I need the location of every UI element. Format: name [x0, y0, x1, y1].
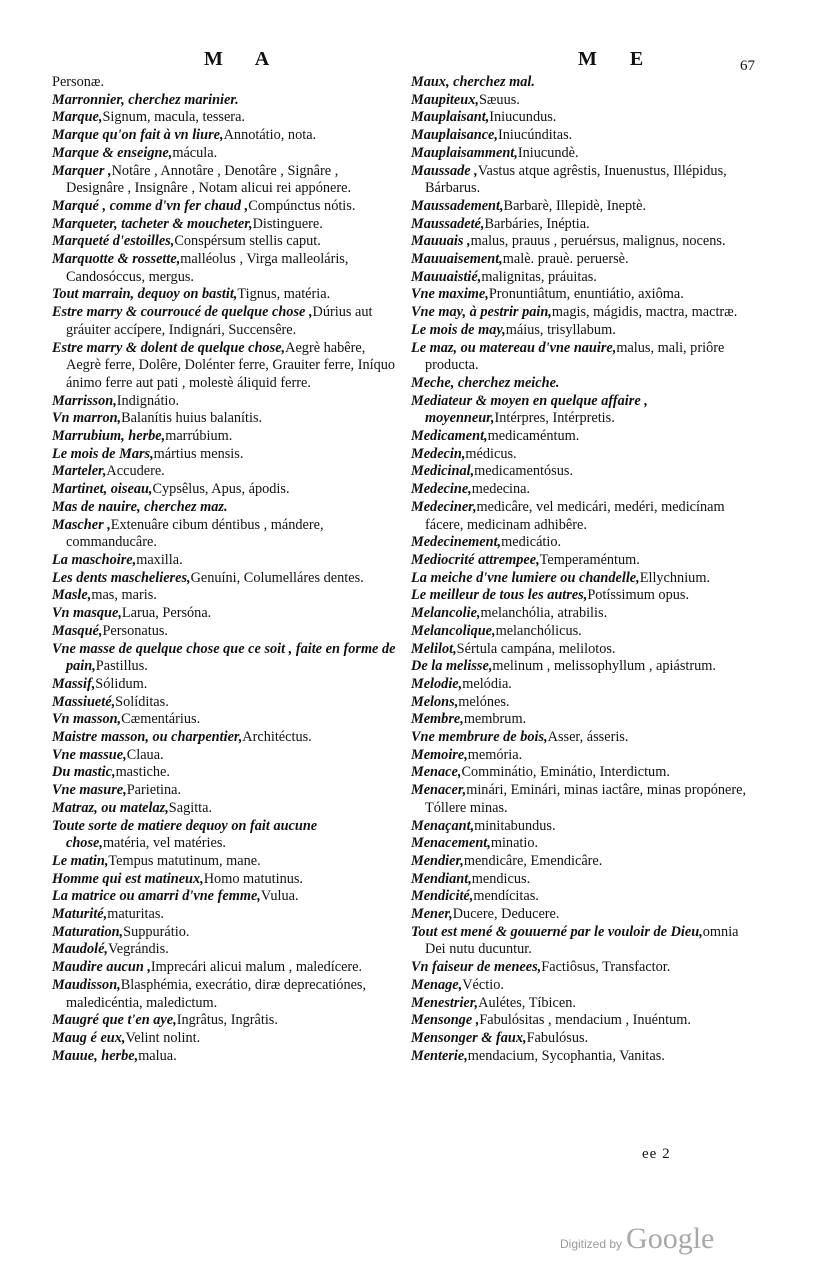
dictionary-entry — [411, 587, 751, 605]
entry-headword: Mensonge , — [411, 1012, 480, 1029]
entry-definition: Velint nolint. — [125, 1029, 201, 1046]
entry-headword: Marquotte & rossette, — [52, 251, 181, 268]
dictionary-entry — [52, 481, 398, 499]
dictionary-entry — [411, 269, 751, 287]
dictionary-entry — [52, 145, 398, 163]
entry-definition: maxilla. — [136, 551, 183, 568]
entry-definition: Fabulósitas , mendacium , Inuéntum. — [479, 1012, 691, 1029]
entry-definition: Signum, macula, tessera. — [102, 109, 245, 126]
entry-headword: Masle, — [52, 587, 92, 604]
entry-headword: Maistre masson, ou charpentier, — [52, 729, 243, 746]
entry-headword: Maturité, — [52, 906, 108, 923]
entry-definition: Potíssimum opus. — [587, 587, 690, 604]
entry-definition: mendicus. — [471, 870, 531, 887]
entry-headword: Membre, — [411, 711, 464, 728]
left-column — [52, 74, 398, 1065]
dictionary-entry — [411, 216, 751, 234]
dictionary-entry — [52, 499, 398, 517]
dictionary-entry — [52, 233, 398, 251]
dictionary-entry — [411, 853, 751, 871]
entry-headword: Marquer , — [52, 162, 112, 179]
running-head-left: M A — [204, 48, 284, 70]
page-number: 67 — [740, 58, 755, 74]
entry-headword: Melancolique, — [411, 622, 496, 639]
dictionary-entry — [52, 853, 398, 871]
entry-definition: mácula. — [172, 144, 218, 161]
entry-definition: Claua. — [126, 746, 164, 763]
dictionary-entry — [411, 995, 751, 1013]
entry-headword: Melilot, — [411, 640, 457, 657]
entry-headword: Maussade , — [411, 162, 478, 179]
right-column — [411, 74, 751, 1065]
entry-headword: Menaçant, — [411, 817, 475, 834]
entry-headword: Marrubium, herbe, — [52, 428, 166, 445]
entry-headword: Vne masure, — [52, 782, 127, 799]
entry-definition: Barbáries, Inéptia. — [484, 215, 590, 232]
entry-definition: malus, mali, priôre producta. — [425, 339, 725, 374]
dictionary-entry — [52, 1048, 398, 1066]
google-logo: Google — [626, 1222, 715, 1255]
dictionary-entry — [411, 658, 751, 676]
entry-definition: Larua, Persóna. — [121, 605, 212, 622]
entry-definition: malléolus , Virga malleoláris, Candosóccus, mergus. — [66, 251, 349, 285]
dictionary-entry — [411, 835, 751, 853]
dictionary-entry — [52, 747, 398, 765]
entry-headword: Maudire aucun , — [52, 959, 151, 976]
dictionary-entry — [411, 393, 751, 428]
entry-headword: Vne masse de quelque chose que ce soit , faite en forme de pain, — [52, 640, 396, 675]
entry-definition: Distinguere. — [252, 215, 323, 232]
entry-definition: máius, trisyllabum. — [505, 321, 616, 338]
dictionary-entry — [52, 517, 398, 552]
dictionary-entry — [52, 1030, 398, 1048]
dictionary-entry — [411, 623, 751, 641]
entry-definition: Vastus atque agrêstis, Inuenustus, Illépidus, Bárbarus. — [425, 162, 727, 197]
dictionary-entry — [411, 1030, 751, 1048]
dictionary-entry — [411, 163, 751, 198]
dictionary-entry — [52, 1012, 398, 1030]
dictionary-entry — [52, 605, 398, 623]
entry-headword: Estre marry & dolent de quelque chose, — [52, 339, 286, 356]
entry-headword: Medecine, — [411, 481, 472, 498]
entry-definition: omnia Dei nutu ducuntur. — [425, 923, 739, 958]
entry-definition: mas, maris. — [91, 587, 157, 604]
entry-headword: Martinet, oiseau, — [52, 481, 153, 498]
entry-definition: Ducere, Deducere. — [452, 906, 560, 923]
entry-headword: Medicament, — [411, 428, 488, 445]
entry-definition: Blasphémia, execrátio, diræ deprecatiónes, maledicéntia, maledictum. — [66, 976, 367, 1011]
entry-headword: Medicinal, — [411, 463, 475, 480]
entry-definition: malua. — [138, 1047, 177, 1064]
entry-definition: mendacium, Sycophantia, Vanitas. — [467, 1047, 665, 1064]
entry-headword: Mauuaisement, — [411, 251, 503, 268]
digitized-watermark — [560, 1222, 714, 1256]
entry-headword: La maschoire, — [52, 551, 137, 568]
dictionary-entry — [52, 906, 398, 924]
dictionary-entry — [52, 163, 398, 198]
dictionary-entry — [411, 463, 751, 481]
entry-headword: Maupiteux, — [411, 91, 479, 108]
entry-headword: Marteler, — [52, 463, 107, 480]
dictionary-entry — [52, 216, 398, 234]
running-head-right: M E — [578, 48, 658, 70]
entry-definition: Extenuâre cibum déntibus , mándere, commanducâre. — [66, 516, 324, 551]
entry-definition: Parietina. — [126, 782, 182, 799]
dictionary-entry — [52, 428, 398, 446]
entry-definition: Sæuus. — [478, 91, 520, 108]
entry-headword: Mauuais , — [411, 233, 471, 250]
entry-definition: Balanítis huius balanítis. — [121, 410, 263, 427]
entry-definition: Iniucúnditas. — [497, 127, 573, 144]
dictionary-entry — [411, 534, 751, 552]
entry-definition: mártius mensis. — [153, 445, 244, 462]
dictionary-entry — [52, 818, 398, 853]
entry-headword: Marque, — [52, 109, 103, 126]
dictionary-entry — [52, 340, 398, 393]
dictionary-entry — [411, 233, 751, 251]
dictionary-entry — [52, 552, 398, 570]
dictionary-entry — [52, 694, 398, 712]
entry-definition: minári, Eminári, minas iactâre, minas propónere, Tóllere minas. — [425, 782, 747, 816]
dictionary-entry — [52, 977, 398, 1012]
dictionary-entry — [52, 74, 398, 92]
dictionary-entry — [411, 127, 751, 145]
entry-definition: melinum , melissophyllum , apiástrum. — [492, 658, 716, 675]
entry-headword: Medecin, — [411, 445, 466, 462]
entry-headword: Mendicité, — [411, 888, 474, 905]
dictionary-entry — [52, 286, 398, 304]
dictionary-entry — [411, 198, 751, 216]
dictionary-entry — [52, 92, 398, 110]
entry-headword: Mensonger & faux, — [411, 1029, 527, 1046]
entry-definition: mendícitas. — [473, 888, 539, 905]
dictionary-entry — [411, 109, 751, 127]
entry-headword: Maux, cherchez mal. — [411, 74, 535, 90]
entry-definition: Compúnctus nótis. — [248, 197, 356, 214]
dictionary-entry — [411, 552, 751, 570]
entry-headword: Marronnier, cherchez marinier. — [52, 91, 239, 108]
dictionary-entry — [411, 747, 751, 765]
entry-headword: Menage, — [411, 976, 463, 993]
entry-headword: Menacement, — [411, 835, 491, 852]
entry-definition: marrúbium. — [165, 428, 233, 445]
entry-definition: Annotátio, nota. — [223, 127, 317, 144]
entry-definition: mastiche. — [115, 764, 170, 781]
entry-headword: Mener, — [411, 906, 453, 923]
entry-definition: magis, mágidis, mactra, mactræ. — [551, 304, 738, 321]
entry-headword: Menestrier, — [411, 994, 479, 1011]
entry-definition: Aegrè habêre, Aegrè ferre, Dolêre, Dolénter ferre, Grauiter ferre, Iníquo ánimo ferre aut pati , molestè áliquid ferre. — [66, 339, 396, 391]
entry-definition: Solíditas. — [115, 693, 169, 710]
entry-definition: Véctio. — [462, 976, 504, 993]
entry-headword: Maudolé, — [52, 941, 109, 958]
dictionary-entry — [411, 924, 751, 959]
entry-definition: Homo matutinus. — [203, 870, 304, 887]
dictionary-entry — [52, 800, 398, 818]
entry-headword: Marrisson, — [52, 392, 117, 409]
entry-definition: matéria, vel matéries. — [102, 835, 226, 852]
dictionary-entry — [411, 782, 751, 817]
entry-definition: malus, prauus , peruérsus, malignus, nocens. — [470, 233, 726, 250]
entry-definition: Pastillus. — [95, 658, 148, 675]
dictionary-entry — [52, 641, 398, 676]
entry-headword: Maussadeté, — [411, 215, 485, 232]
entry-definition: Vegrándis. — [108, 941, 169, 958]
watermark-text: Digitized by — [560, 1237, 623, 1251]
entry-headword: Melancolie, — [411, 605, 481, 622]
entry-headword: Menace, — [411, 764, 462, 781]
dictionary-entry — [411, 641, 751, 659]
dictionary-entry — [52, 198, 398, 216]
entry-headword: Mas de nauire, cherchez maz. — [52, 498, 228, 515]
entry-headword: Vn faiseur de menees, — [411, 959, 542, 976]
entry-headword: Mauuaistié, — [411, 268, 482, 285]
dictionary-entry — [411, 304, 751, 322]
entry-definition: Accudere. — [106, 463, 165, 480]
entry-definition: Sólidum. — [95, 675, 148, 692]
dictionary-entry — [52, 924, 398, 942]
dictionary-entry — [411, 322, 751, 340]
dictionary-entry — [52, 941, 398, 959]
entry-definition: Pronuntiâtum, enuntiátio, axiôma. — [488, 286, 684, 303]
entry-definition: mendicâre, Emendicâre. — [463, 852, 603, 869]
dictionary-entry — [411, 729, 751, 747]
dictionary-entry — [411, 711, 751, 729]
entry-definition: Notâre , Annotâre , Denotâre , Signâre , Designâre , Insignâre , Notam alicui rei appónere. — [66, 162, 352, 197]
entry-headword: Tout marrain, dequoy on bastit, — [52, 286, 238, 303]
entry-definition: minatio. — [490, 835, 539, 852]
entry-headword: La matrice ou amarri d'vne femme, — [52, 888, 261, 905]
dictionary-entry — [52, 587, 398, 605]
dictionary-entry — [411, 605, 751, 623]
entry-definition: membrum. — [463, 711, 527, 728]
entry-definition: Personatus. — [102, 622, 168, 639]
dictionary-entry — [52, 623, 398, 641]
dictionary-entry — [411, 959, 751, 977]
dictionary-entry — [411, 251, 751, 269]
entry-headword: Vn marron, — [52, 410, 122, 427]
entry-definition: Tignus, matéria. — [237, 286, 331, 303]
entry-headword: Medecinement, — [411, 534, 502, 551]
dictionary-entry — [411, 286, 751, 304]
entry-definition: malè. prauè. peruersè. — [502, 251, 629, 268]
entry-headword: Mauplaisamment, — [411, 144, 518, 161]
entry-headword: Maug é eux, — [52, 1029, 126, 1046]
dictionary-entry — [52, 410, 398, 428]
dictionary-entry — [52, 871, 398, 889]
entry-headword: Mauue, herbe, — [52, 1047, 139, 1064]
entry-headword: Mediocrité attrempee, — [411, 551, 540, 568]
entry-definition: Architéctus. — [242, 729, 312, 746]
entry-definition: Tempus matutinum, mane. — [108, 852, 261, 869]
dictionary-entry — [52, 109, 398, 127]
entry-definition: médicus. — [465, 445, 517, 462]
dictionary-entry — [52, 127, 398, 145]
entry-headword: Le mois de Mars, — [52, 445, 154, 462]
entry-headword: Vne maxime, — [411, 286, 489, 303]
entry-definition: medicâre, vel medicári, medéri, medicínam fácere, medicinam adhibêre. — [425, 498, 725, 533]
entry-headword: Menterie, — [411, 1047, 468, 1064]
dictionary-entry — [52, 959, 398, 977]
entry-headword: Massif, — [52, 675, 96, 692]
entry-headword: Marque & enseigne, — [52, 144, 173, 161]
entry-headword: Massiueté, — [52, 693, 116, 710]
entry-definition: Intérpres, Intérpretis. — [494, 410, 615, 427]
entry-headword: Estre marry & courroucé de quelque chose , — [52, 304, 313, 321]
dictionary-entry — [411, 375, 751, 393]
dictionary-entry — [411, 145, 751, 163]
entry-definition: Personæ. — [52, 74, 105, 90]
dictionary-entry — [52, 304, 398, 339]
entry-definition: medicamentósus. — [474, 463, 574, 480]
dictionary-entry — [52, 463, 398, 481]
entry-headword: Vn masson, — [52, 711, 122, 728]
entry-headword: Le maz, ou matereau d'vne nauire, — [411, 339, 617, 356]
dictionary-entry — [411, 340, 751, 375]
entry-headword: Maugré que t'en aye, — [52, 1012, 177, 1029]
entry-definition: Sagitta. — [168, 799, 213, 816]
entry-headword: Mendier, — [411, 852, 464, 869]
entry-headword: Melons, — [411, 693, 459, 710]
entry-headword: Mauplaisance, — [411, 127, 498, 144]
entry-headword: Marqueter, tacheter & moucheter, — [52, 215, 253, 232]
entry-headword: La meiche d'vne lumiere ou chandelle, — [411, 569, 640, 586]
dictionary-entry — [411, 446, 751, 464]
entry-definition: Genuíni, Columelláres dentes. — [190, 569, 364, 586]
entry-definition: Barbarè, Illepidè, Ineptè. — [503, 197, 647, 214]
dictionary-entry — [52, 888, 398, 906]
entry-headword: Matraz, ou matelaz, — [52, 799, 169, 816]
entry-headword: Homme qui est matineux, — [52, 870, 204, 887]
entry-headword: Vne membrure de bois, — [411, 729, 548, 746]
dictionary-entry — [411, 676, 751, 694]
entry-definition: Imprecári alicui malum , maledícere. — [150, 959, 363, 976]
dictionary-entry — [52, 570, 398, 588]
dictionary-entry — [411, 906, 751, 924]
entry-headword: Toute sorte de matiere dequoy on fait aucune chose, — [52, 817, 318, 852]
dictionary-entry — [411, 977, 751, 995]
entry-headword: Medeciner, — [411, 498, 477, 515]
dictionary-entry — [52, 764, 398, 782]
dictionary-entry — [411, 481, 751, 499]
entry-definition: Cæmentárius. — [121, 711, 201, 728]
entry-definition: Iniucundè. — [517, 144, 579, 161]
entry-definition: medicaméntum. — [487, 428, 580, 445]
entry-definition: Dúrius aut gráuiter accípere, Indignári, Succensêre. — [66, 304, 373, 338]
entry-definition: Sértula campána, melilotos. — [456, 640, 616, 657]
entry-definition: Asser, ásseris. — [547, 729, 629, 746]
entry-definition: Iniucundus. — [489, 109, 557, 126]
entry-definition: medicátio. — [501, 534, 562, 551]
entry-headword: Vn masque, — [52, 605, 122, 622]
dictionary-entry — [52, 729, 398, 747]
entry-headword: Meche, cherchez meiche. — [411, 374, 560, 391]
entry-definition: maturitas. — [107, 906, 164, 923]
entry-headword: De la melisse, — [411, 658, 493, 675]
entry-definition: Factiôsus, Transfactor. — [541, 959, 671, 976]
entry-headword: Maturation, — [52, 923, 124, 940]
entry-headword: Mendiant, — [411, 870, 472, 887]
dictionary-entry — [411, 871, 751, 889]
dictionary-entry — [411, 888, 751, 906]
entry-headword: Le meilleur de tous les autres, — [411, 587, 588, 604]
entry-definition: memória. — [467, 746, 523, 763]
dictionary-entry — [411, 428, 751, 446]
entry-definition: malignitas, práuitas. — [481, 268, 597, 285]
dictionary-entry — [52, 251, 398, 286]
entry-definition: Ingrâtus, Ingrâtis. — [176, 1012, 278, 1029]
entry-definition: Vulua. — [260, 888, 299, 905]
entry-definition: Temperaméntum. — [539, 551, 640, 568]
dictionary-entry — [411, 499, 751, 534]
entry-headword: Marque qu'on fait à vn liure, — [52, 127, 224, 144]
entry-headword: Melodie, — [411, 675, 463, 692]
dictionary-entry — [411, 1012, 751, 1030]
entry-definition: Ellychnium. — [639, 569, 711, 586]
signature-mark: ee 2 — [642, 1146, 671, 1162]
dictionary-entry — [52, 446, 398, 464]
entry-headword: Vne may, à pestrir pain, — [411, 304, 552, 321]
entry-definition: minitabundus. — [474, 817, 556, 834]
entry-headword: Le mois de may, — [411, 321, 506, 338]
entry-headword: Marqueté d'estoilles, — [52, 233, 175, 250]
entry-headword: Le matin, — [52, 852, 109, 869]
entry-definition: Fabulósus. — [526, 1029, 589, 1046]
dictionary-entry — [411, 74, 751, 92]
dictionary-entry — [411, 694, 751, 712]
dictionary-entry — [52, 393, 398, 411]
dictionary-entry — [411, 818, 751, 836]
entry-headword: Masqué, — [52, 622, 103, 639]
entry-definition: melódia. — [462, 675, 512, 692]
entry-definition: medecina. — [471, 481, 531, 498]
dictionary-entry — [52, 711, 398, 729]
entry-definition: Suppurátio. — [123, 923, 190, 940]
entry-definition: melanchólicus. — [495, 622, 582, 639]
entry-definition: Cypsêlus, Apus, ápodis. — [152, 481, 290, 498]
entry-headword: Les dents maschelieres, — [52, 569, 191, 586]
entry-headword: Maussadement, — [411, 197, 504, 214]
entry-headword: Mediateur & moyen en quelque affaire , moyenneur, — [411, 392, 648, 427]
entry-definition: Comminátio, Eminátio, Interdictum. — [461, 764, 670, 781]
entry-headword: Menacer, — [411, 782, 467, 799]
entry-headword: Vne massue, — [52, 746, 127, 763]
dictionary-entry — [411, 92, 751, 110]
entry-headword: Du mastic, — [52, 764, 116, 781]
entry-headword: Tout est mené & gouuerné par le vouloir de Dieu, — [411, 923, 703, 940]
entry-definition: melónes. — [458, 693, 510, 710]
dictionary-entry — [52, 676, 398, 694]
entry-headword: Maudisson, — [52, 976, 121, 993]
entry-headword: Marqué , comme d'vn fer chaud , — [52, 197, 249, 214]
entry-headword: Mauplaisant, — [411, 109, 490, 126]
entry-headword: Mascher , — [52, 516, 111, 533]
entry-headword: Memoire, — [411, 746, 468, 763]
entry-definition: Indignátio. — [116, 392, 180, 409]
entry-definition: Conspérsum stellis caput. — [174, 233, 321, 250]
dictionary-entry — [411, 764, 751, 782]
dictionary-entry — [52, 782, 398, 800]
entry-definition: Aulétes, Tíbicen. — [478, 994, 576, 1011]
entry-definition: melanchólia, atrabilis. — [480, 605, 608, 622]
dictionary-entry — [411, 1048, 751, 1066]
dictionary-entry — [411, 570, 751, 588]
